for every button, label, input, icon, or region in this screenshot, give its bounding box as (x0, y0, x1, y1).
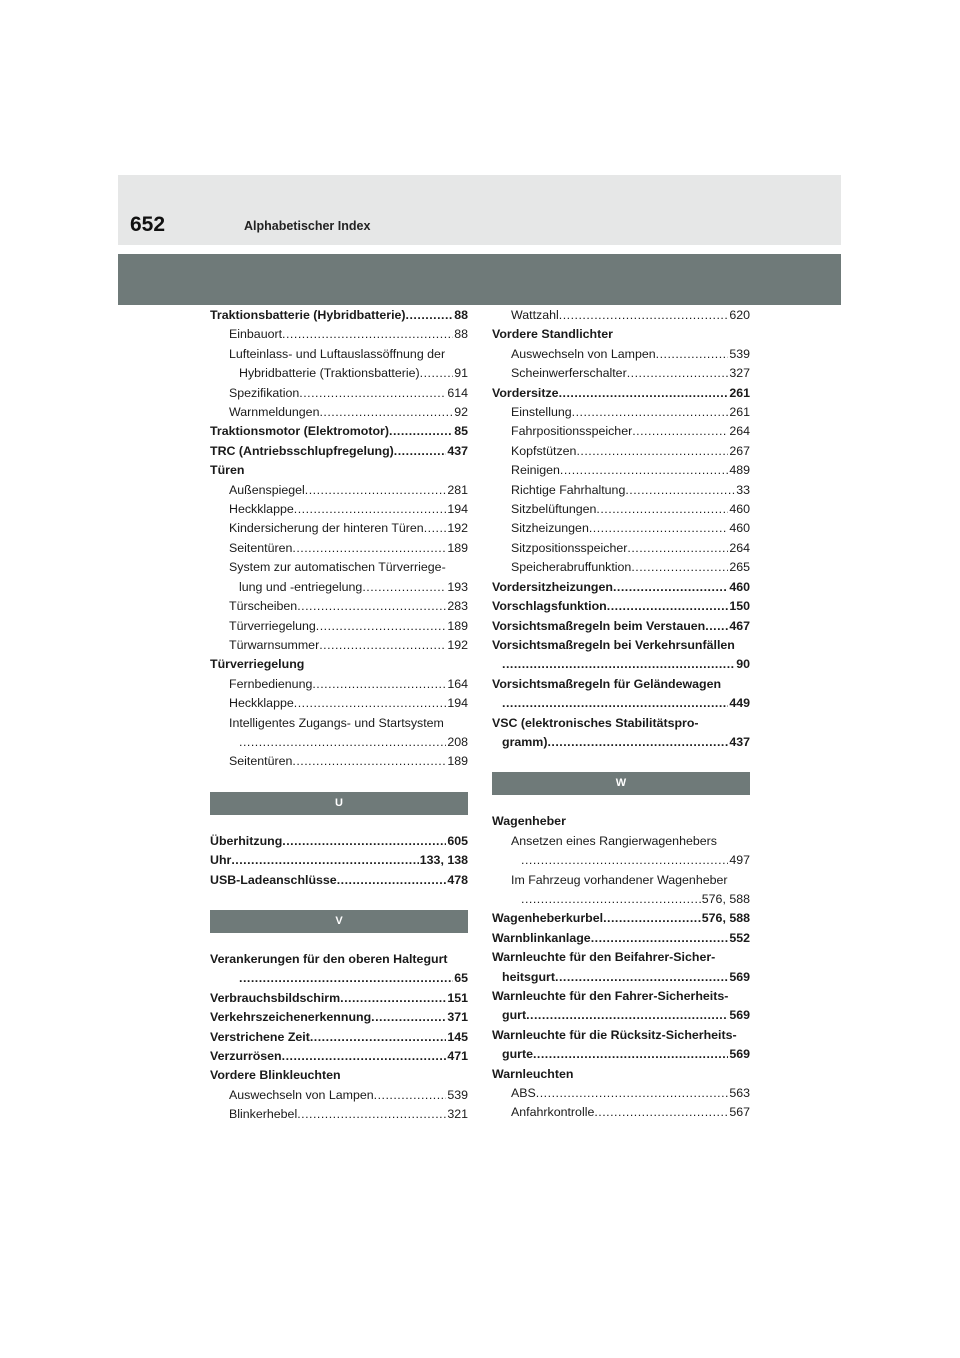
header-band (118, 175, 841, 245)
index-entry (210, 597, 468, 616)
index-entry (210, 733, 468, 752)
index-entry (492, 851, 750, 870)
entry-label: Vordersitze (492, 385, 559, 400)
index-entry (210, 752, 468, 771)
index-entry (492, 909, 750, 928)
leader-dots (424, 519, 447, 538)
entry-label: Speicherabruffunktion (511, 560, 632, 575)
leader-dots (312, 675, 446, 694)
page-reference: 145 (447, 1029, 468, 1044)
leader-dots (305, 481, 447, 500)
leader-dots (533, 1045, 728, 1064)
index-heading (492, 636, 750, 655)
index-entry (492, 364, 750, 383)
entry-label: Traktionsbatterie (Hybridbatterie) (210, 308, 406, 322)
page-reference: 85 (454, 424, 468, 439)
entry-label: Auswechseln von Lampen (229, 1087, 374, 1102)
entry-label: Wagenheberkurbel (492, 911, 604, 926)
leader-dots (282, 832, 446, 851)
entry-label: Verzurrösen (210, 1049, 282, 1063)
leader-dots (625, 481, 735, 500)
leader-dots (536, 1084, 729, 1103)
index-entry (492, 1045, 750, 1064)
leader-dots (656, 345, 729, 364)
entry-label: Auswechseln von Lampen (511, 346, 656, 361)
index-entry (210, 1028, 468, 1047)
leader-dots (607, 597, 729, 616)
index-entry (210, 675, 468, 694)
leader-dots (502, 655, 735, 674)
leader-dots (631, 558, 728, 577)
index-heading (492, 948, 750, 967)
letter-divider-w: W (492, 772, 750, 795)
entry-label: Überhitzung (210, 833, 283, 848)
entry-label: TRC (Antriebsschlupfregelung) (210, 443, 394, 458)
index-block (210, 950, 468, 1125)
leader-dots (420, 364, 454, 383)
index-entry (492, 1006, 750, 1025)
page-reference: 151 (447, 990, 468, 1005)
index-entry (492, 500, 750, 519)
leader-dots (371, 1008, 446, 1027)
leader-dots (705, 617, 728, 636)
index-entry (492, 306, 750, 325)
entry-label: Fahrpositionsspeicher (511, 424, 633, 439)
entry-label: Vorsichtsmaßregeln für Geländewagen (492, 676, 722, 691)
page-reference: 189 (447, 540, 468, 555)
index-entry (210, 851, 468, 870)
page-reference: 33 (736, 482, 750, 497)
index-entry (492, 345, 750, 364)
page-reference: 192 (447, 637, 468, 652)
entry-label: Vorsichtsmaßregeln beim Verstauen (492, 618, 706, 633)
leader-dots (572, 403, 729, 422)
entry-label: gramm) (502, 734, 548, 749)
page-reference: 460 (729, 579, 750, 594)
leader-dots (560, 461, 728, 480)
entry-label: Kindersicherung der hinteren Türen (229, 521, 424, 536)
entry-label: Reinigen (511, 463, 560, 478)
entry-label: Türverriegelung (229, 618, 316, 633)
index-entry (210, 636, 468, 655)
leader-dots (406, 306, 454, 325)
page-reference: 437 (447, 443, 468, 458)
leader-dots (282, 325, 453, 344)
leader-dots (576, 442, 728, 461)
leader-dots (521, 890, 701, 909)
entry-label: Seitentüren (229, 540, 293, 555)
entry-label: Blinkerhebel (229, 1107, 298, 1122)
leader-dots (594, 1103, 728, 1122)
entry-label: Einstellung (511, 405, 572, 420)
index-entry (210, 500, 468, 519)
leader-dots (526, 1006, 728, 1025)
index-entry (492, 384, 750, 403)
index-entry (492, 694, 750, 713)
leader-dots (632, 422, 728, 441)
page-reference: 164 (447, 676, 468, 691)
entry-label: Sitzheizungen (511, 521, 589, 536)
entry-label: Spezifikation (229, 385, 300, 400)
entry-label: Türwarnsummer (229, 637, 320, 652)
index-entry (492, 655, 750, 674)
entry-label: System zur automatischen Türverriege- (229, 560, 446, 575)
page-reference: 90 (736, 657, 750, 672)
index-heading (492, 714, 750, 733)
entry-label: Scheinwerferschalter (511, 366, 627, 381)
index-entry (210, 578, 468, 597)
letter-divider-u: U (210, 792, 468, 815)
page-reference: 539 (729, 346, 750, 361)
index-entry (492, 1084, 750, 1103)
index-entry (210, 325, 468, 344)
index-entry (210, 384, 468, 403)
entry-label: ABS (511, 1086, 536, 1101)
index-entry (492, 539, 750, 558)
index-entry (492, 733, 750, 752)
page-reference: 620 (729, 308, 750, 322)
page-number: 652 (130, 213, 166, 236)
page-reference: 460 (729, 502, 750, 517)
page-reference: 576, 588 (701, 891, 750, 906)
page-reference: 371 (447, 1010, 468, 1025)
index-heading (492, 812, 750, 831)
page-reference: 437 (729, 734, 750, 749)
leader-dots (603, 909, 701, 928)
page-reference: 489 (729, 463, 750, 478)
leader-dots (239, 733, 446, 752)
page-reference: 614 (447, 385, 468, 400)
entry-label: Lufteinlass- und Luftauslassöffnung der (229, 346, 446, 361)
page-reference: 193 (447, 579, 468, 594)
page-reference: 467 (729, 618, 750, 633)
page-reference: 283 (447, 599, 468, 614)
index-block (492, 306, 750, 752)
entry-label: Türen (210, 463, 245, 478)
index-entry (492, 929, 750, 948)
page-reference: 539 (447, 1087, 468, 1102)
entry-label: Warnleuchten (492, 1066, 574, 1081)
leader-dots (282, 1047, 447, 1066)
entry-label: Anfahrkontrolle (511, 1105, 595, 1120)
leader-dots (502, 694, 728, 713)
entry-label: USB-Ladeanschlüsse (210, 872, 337, 887)
entry-label: Verkehrszeichenerkennung (210, 1010, 372, 1025)
page-reference: 91 (454, 366, 468, 381)
index-entry (492, 597, 750, 616)
leader-dots (340, 989, 446, 1008)
index-heading (492, 1065, 750, 1084)
entry-label: VSC (elektronisches Stabilitätspro- (492, 715, 699, 730)
index-entry (210, 403, 468, 422)
leader-dots (299, 384, 446, 403)
entry-label: Vorsichtsmaßregeln bei Verkehrsunfällen (492, 637, 735, 652)
index-entry (210, 481, 468, 500)
entry-label: Heckklappe (229, 696, 294, 711)
page-reference: 267 (729, 443, 750, 458)
page-reference: 194 (447, 696, 468, 711)
entry-label: Wagenheber (492, 814, 566, 829)
index-entry (210, 969, 468, 988)
index-heading (210, 655, 468, 674)
leader-dots (521, 851, 728, 870)
entry-label: Außenspiegel (229, 482, 305, 497)
index-heading (492, 832, 750, 851)
leader-dots (389, 422, 453, 441)
leader-dots (589, 519, 728, 538)
index-entry (492, 481, 750, 500)
leader-dots (337, 871, 447, 890)
page-reference: 569 (729, 1047, 750, 1062)
page-reference: 281 (447, 482, 468, 497)
page-reference: 567 (729, 1105, 750, 1120)
entry-label: Einbauort (229, 327, 283, 342)
entry-label: Türverriegelung (210, 657, 305, 672)
entry-label: Warnleuchte für die Rücksitz-Sicherheits- (492, 1027, 737, 1042)
page-reference: 478 (447, 872, 468, 887)
index-heading (210, 558, 468, 577)
index-entry (210, 539, 468, 558)
index-entry (210, 422, 468, 441)
page-reference: 327 (729, 366, 750, 381)
index-heading (492, 871, 750, 890)
page-reference: 497 (729, 853, 750, 868)
leader-dots (362, 578, 446, 597)
index-entry (210, 1047, 468, 1066)
index-block (210, 306, 468, 772)
index-block (210, 832, 468, 890)
page-reference: 189 (447, 618, 468, 633)
entry-label: Warnleuchte für den Fahrer-Sicherheits- (492, 989, 729, 1003)
leader-dots (231, 851, 418, 870)
index-heading (210, 1066, 468, 1085)
index-entry (492, 519, 750, 538)
page-reference: 552 (729, 930, 750, 945)
entry-label: Türscheiben (229, 599, 298, 614)
leader-dots (294, 694, 447, 713)
page-reference: 261 (729, 385, 750, 400)
index-entry (210, 989, 468, 1008)
entry-label: Vordersitzheizungen (492, 579, 613, 594)
page-reference: 192 (447, 521, 468, 536)
entry-label: gurte (502, 1047, 533, 1062)
page-reference: 194 (447, 502, 468, 517)
entry-label: Wattzahl (511, 308, 559, 322)
index-entry (210, 1105, 468, 1124)
entry-label: gurt (502, 1008, 527, 1023)
leader-dots (239, 969, 453, 988)
index-entry (210, 871, 468, 890)
entry-label: Traktionsmotor (Elektromotor) (210, 424, 389, 439)
index-entry (210, 442, 468, 461)
page-reference: 460 (729, 521, 750, 536)
index-entry (492, 461, 750, 480)
leader-dots (394, 442, 447, 461)
entry-label: Verbrauchsbildschirm (210, 990, 341, 1005)
leader-dots (319, 636, 446, 655)
entry-label: Kopfstützen (511, 443, 577, 458)
page-reference: 605 (447, 833, 468, 848)
leader-dots (292, 539, 446, 558)
leader-dots (591, 929, 729, 948)
index-entry (492, 968, 750, 987)
index-heading (492, 325, 750, 344)
index-heading (492, 987, 750, 1006)
entry-label: Im Fahrzeug vorhandener Wagenheber (511, 872, 728, 887)
page-reference: 264 (729, 540, 750, 555)
leader-dots (297, 1105, 446, 1124)
leader-dots (555, 968, 728, 987)
index-entry (210, 1086, 468, 1105)
page-reference: 449 (729, 696, 750, 711)
leader-dots (559, 306, 729, 325)
entry-label: Sitzbelüftungen (511, 502, 597, 517)
index-entry (210, 832, 468, 851)
index-heading (492, 675, 750, 694)
index-entry (492, 422, 750, 441)
index-entry (492, 403, 750, 422)
leader-dots (319, 403, 453, 422)
header-divider-band (118, 254, 841, 305)
entry-label: Ansetzen eines Rangierwagenhebers (511, 833, 717, 848)
page-reference: 150 (729, 599, 750, 614)
index-entry (210, 306, 468, 325)
leader-dots (294, 500, 447, 519)
entry-label: Vorschlagsfunktion (492, 599, 607, 614)
entry-label: Warnmeldungen (229, 405, 320, 420)
page-reference: 65 (454, 971, 468, 986)
page-reference: 471 (447, 1049, 468, 1063)
entry-label: Uhr (210, 853, 232, 868)
index-column-left (210, 306, 468, 1125)
entry-label: Warnleuchte für den Beifahrer-Sicher- (492, 950, 716, 965)
page-reference: 88 (454, 327, 468, 342)
leader-dots (627, 364, 729, 383)
letter-divider-v: V (210, 910, 468, 933)
leader-dots (559, 384, 729, 403)
section-title: Alphabetischer Index (244, 219, 371, 233)
page-reference: 563 (729, 1086, 750, 1101)
page-reference: 189 (447, 754, 468, 769)
entry-label: Heckklappe (229, 502, 294, 517)
entry-label: lung und -entriegelung (239, 579, 363, 594)
page-reference: 92 (454, 405, 468, 420)
index-entry (210, 364, 468, 383)
entry-label: Sitzpositionsspeicher (511, 540, 628, 555)
page-reference: 569 (729, 969, 750, 984)
index-entry (210, 519, 468, 538)
leader-dots (547, 733, 728, 752)
leader-dots (310, 1028, 446, 1047)
entry-label: Vordere Blinkleuchten (210, 1068, 341, 1083)
entry-label: Intelligentes Zugangs- und Startsystem (229, 715, 444, 730)
leader-dots (627, 539, 728, 558)
leader-dots (316, 617, 447, 636)
leader-dots (297, 597, 446, 616)
page-reference: 321 (447, 1107, 468, 1122)
entry-label: Verankerungen für den oberen Haltegurt (210, 951, 448, 966)
index-entry (492, 578, 750, 597)
index-entry (492, 890, 750, 909)
index-entry (492, 558, 750, 577)
leader-dots (596, 500, 728, 519)
page-reference: 261 (729, 405, 750, 420)
index-entry (492, 617, 750, 636)
page-reference: 569 (729, 1008, 750, 1023)
index-block (492, 812, 750, 1123)
index-entry (210, 694, 468, 713)
page-reference: 264 (729, 424, 750, 439)
leader-dots (613, 578, 728, 597)
entry-label: Hybridbatterie (Traktionsbatterie) (239, 366, 420, 381)
index-entry (210, 617, 468, 636)
index-heading (210, 345, 468, 364)
page-reference: 133, 138 (419, 853, 468, 868)
index-heading (210, 714, 468, 733)
index-entry (492, 442, 750, 461)
page-reference: 88 (454, 308, 468, 322)
entry-label: heitsgurt (502, 969, 556, 984)
entry-label: Warnblinkanlage (492, 930, 591, 945)
entry-label: Fernbedienung (229, 676, 313, 691)
leader-dots (374, 1086, 447, 1105)
entry-label: Verstrichene Zeit (210, 1029, 310, 1044)
index-heading (210, 950, 468, 969)
index-entry (492, 1103, 750, 1122)
page-reference: 265 (729, 560, 750, 575)
leader-dots (292, 752, 446, 771)
entry-label: Seitentüren (229, 754, 293, 769)
index-heading (210, 461, 468, 480)
entry-label: Vordere Standlichter (492, 327, 613, 342)
index-column-right (492, 306, 750, 1123)
page-reference: 576, 588 (701, 911, 750, 926)
page-reference: 208 (447, 734, 468, 749)
index-entry (210, 1008, 468, 1027)
index-heading (492, 1026, 750, 1045)
entry-label: Richtige Fahrhaltung (511, 482, 626, 497)
